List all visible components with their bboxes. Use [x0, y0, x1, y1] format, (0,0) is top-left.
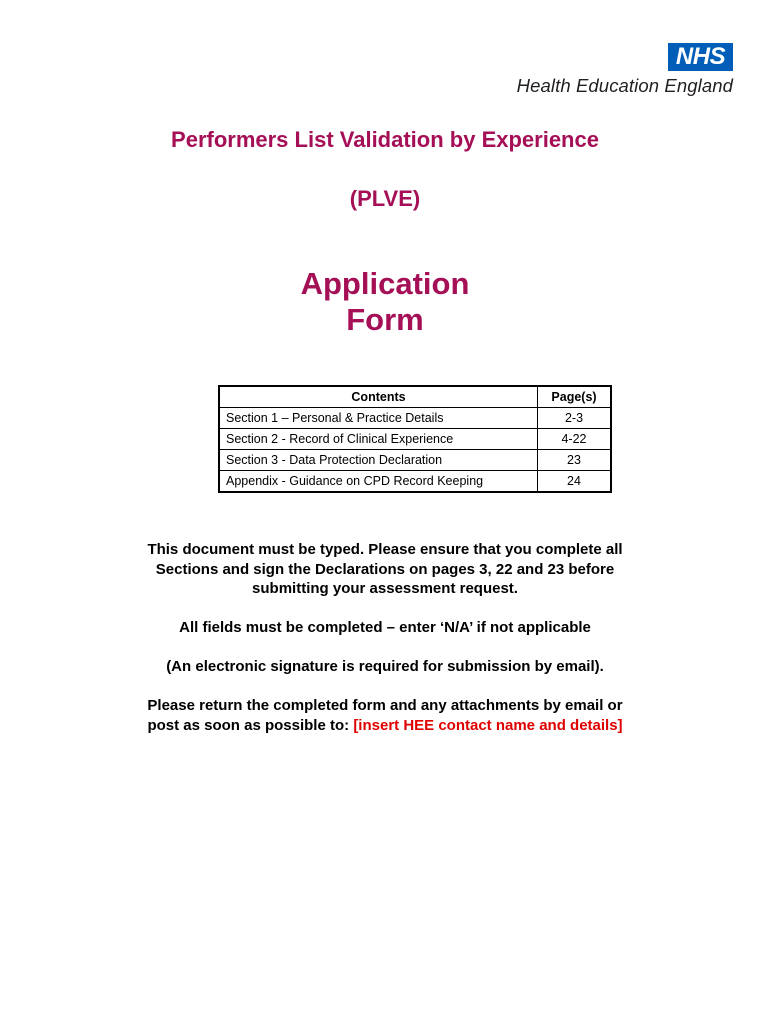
contact-placeholder: [insert HEE contact name and details] [353, 716, 623, 734]
return-instructions-line1: Please return the completed form and any attachments by email or [147, 697, 623, 714]
return-instructions [0, 696, 770, 735]
table-row [219, 408, 611, 429]
section-name: Section 2 - Record of Clinical Experience [219, 429, 538, 450]
return-prefix: post as soon as possible to: [147, 716, 354, 734]
table-row [219, 471, 611, 493]
nhs-logo: NHS [668, 43, 733, 71]
typed-instructions-line2: Sections and sign the Declarations on pages 3, 22 and 23 before [155, 560, 615, 578]
typed-instructions [0, 540, 770, 599]
section-pages: 23 [538, 450, 612, 471]
typed-instructions-line3: submitting your assessment request. [252, 580, 518, 597]
section-pages: 4-22 [538, 429, 612, 450]
fields-instruction: All fields must be completed – enter ‘N/A’ if not applicable [179, 619, 591, 636]
table-row [219, 429, 611, 450]
section-name: Section 1 – Personal & Practice Details [219, 408, 538, 429]
contents-header: Contents [219, 386, 538, 408]
document-abbreviation: (PLVE) [349, 186, 421, 211]
typed-instructions-line1: This document must be typed. Please ensure that you complete all [147, 541, 623, 558]
form-heading-line1: Application [300, 266, 470, 301]
table-row [219, 450, 611, 471]
contents-header-row [219, 386, 611, 408]
return-instructions-line2 [0, 716, 770, 736]
document-title: Performers List Validation by Experience [171, 127, 599, 152]
form-heading [0, 266, 770, 338]
header-logo-block [463, 40, 733, 100]
pages-header: Page(s) [538, 386, 612, 408]
organisation-name: Health Education England [516, 75, 733, 96]
section-pages: 2-3 [538, 408, 612, 429]
form-heading-line2: Form [346, 302, 424, 337]
section-name: Section 3 - Data Protection Declaration [219, 450, 538, 471]
section-name: Appendix - Guidance on CPD Record Keeping [219, 471, 538, 493]
section-pages: 24 [538, 471, 612, 493]
contents-table [218, 385, 612, 493]
signature-instruction: (An electronic signature is required for submission by email). [166, 658, 604, 675]
